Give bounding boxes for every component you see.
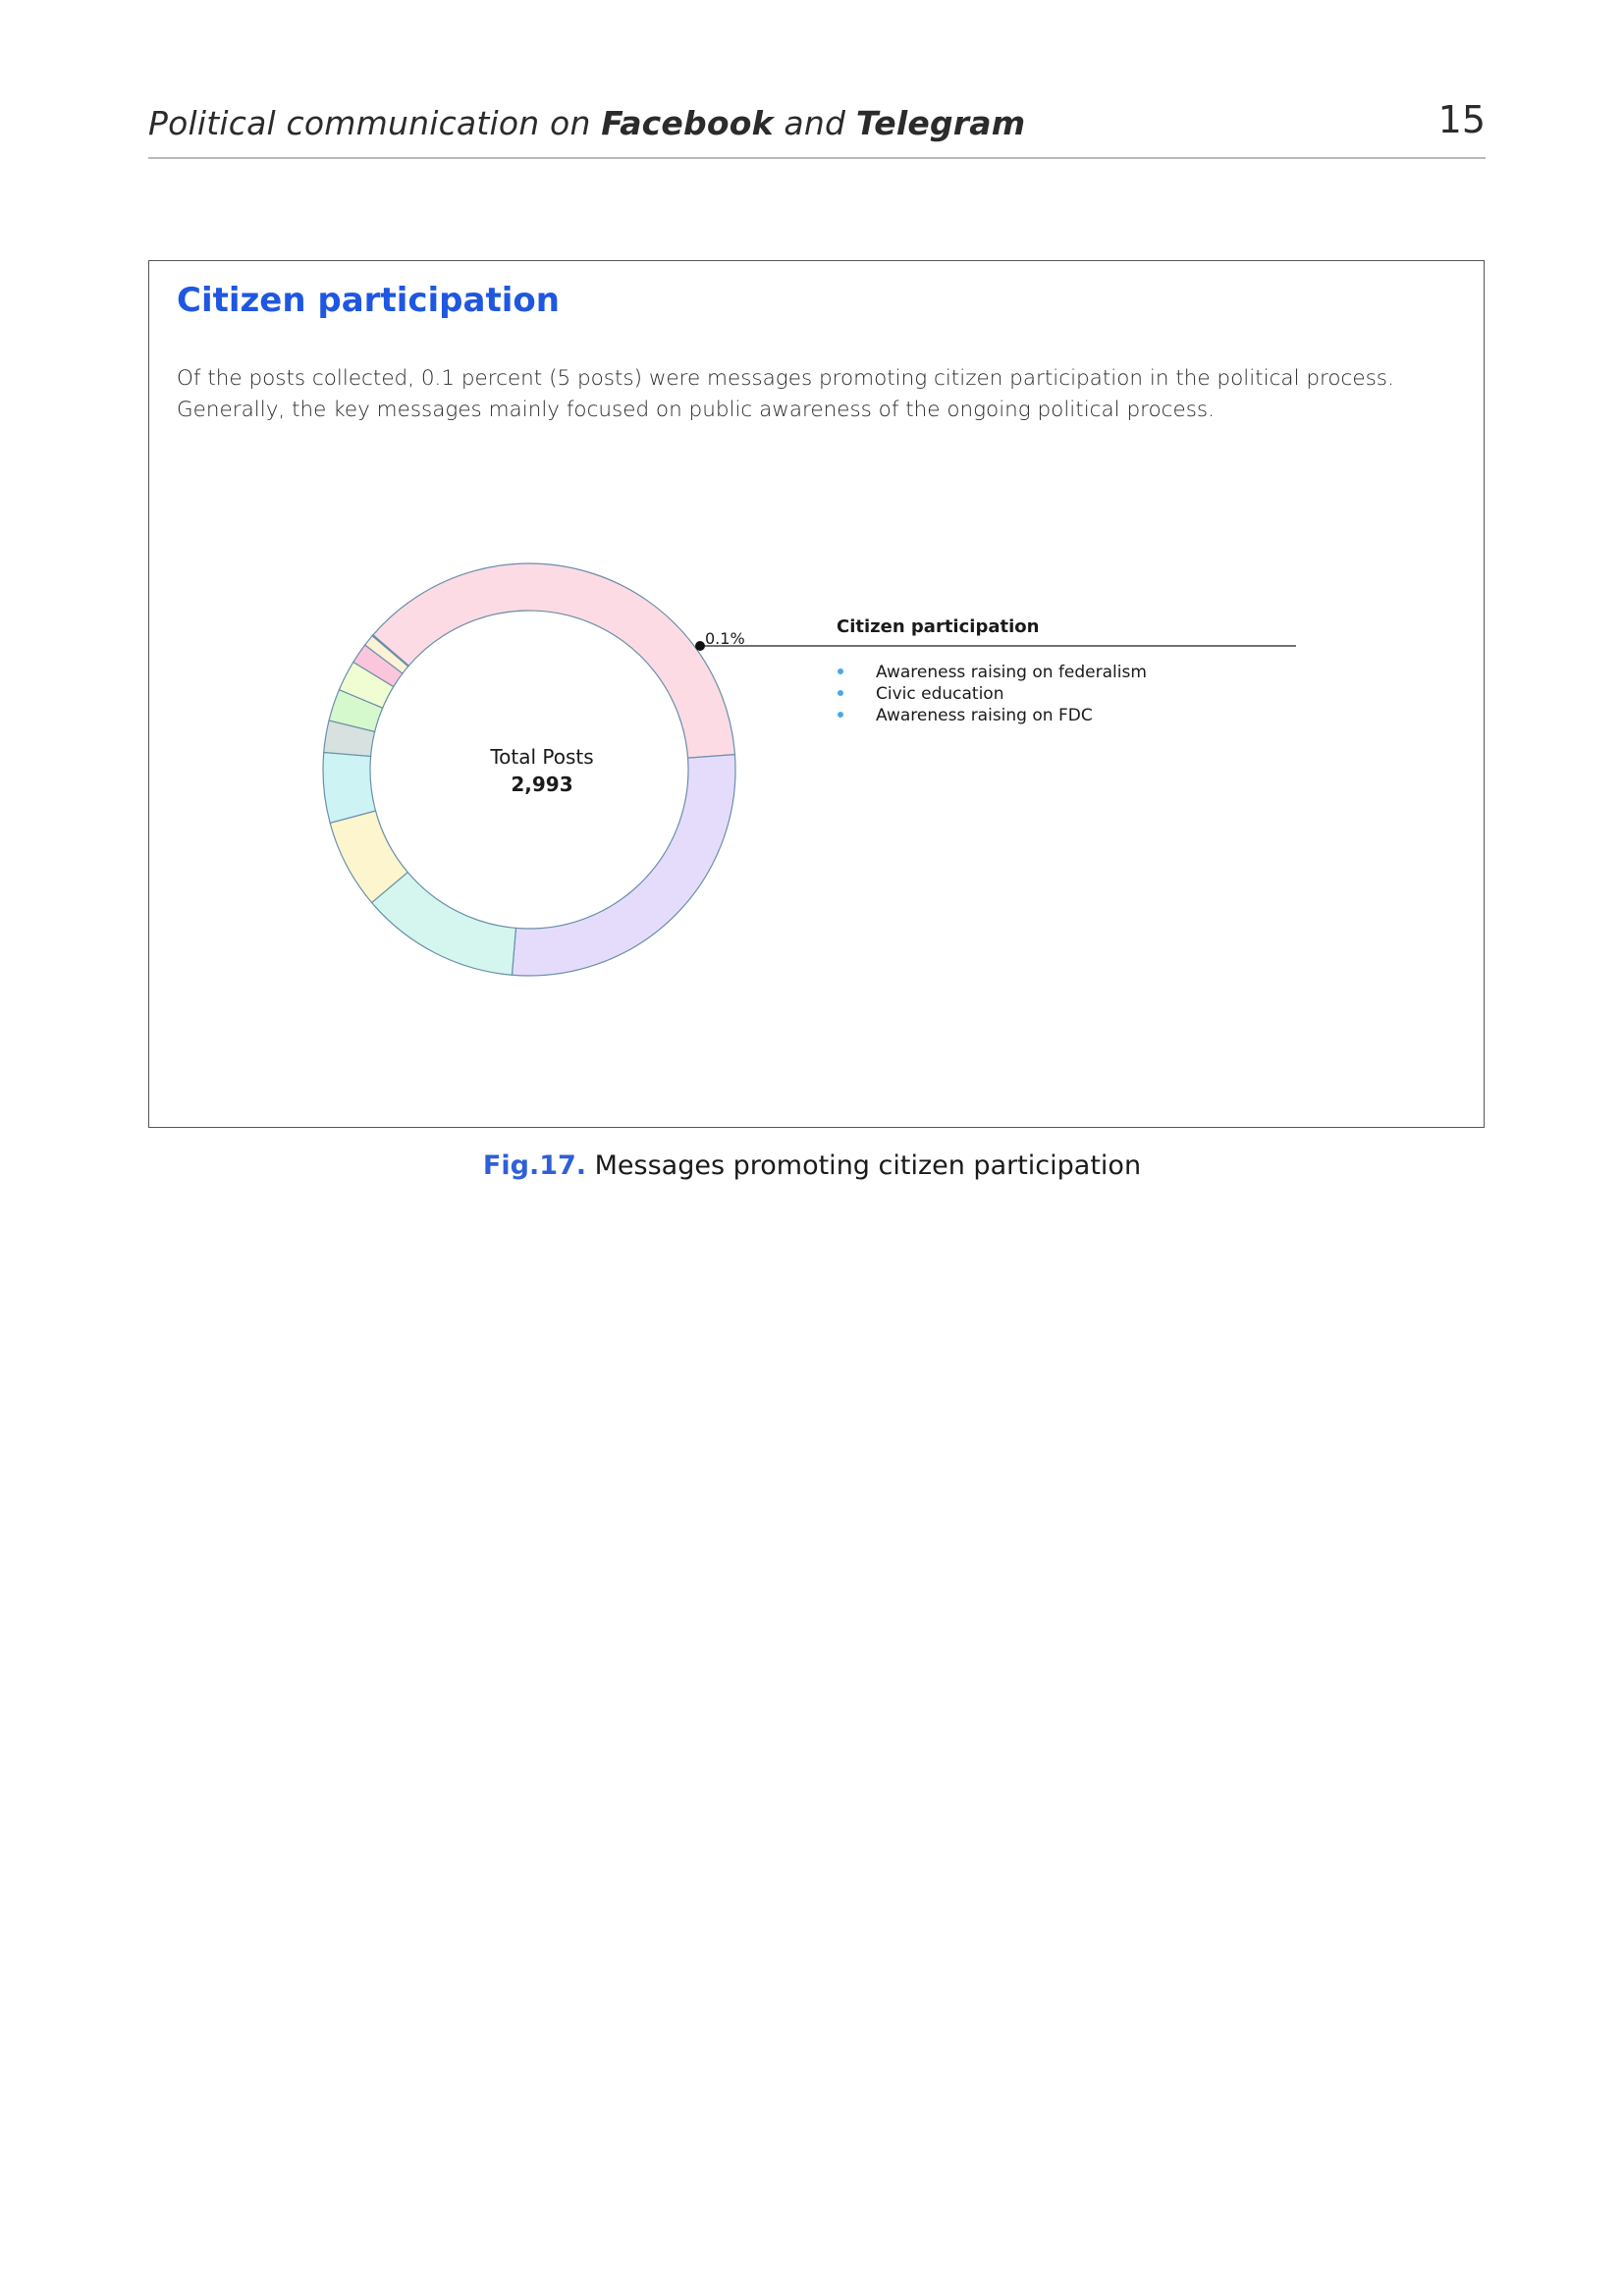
section-title: Citizen participation xyxy=(177,281,560,320)
figure-caption xyxy=(0,1150,1624,1181)
running-title xyxy=(148,104,1025,142)
callout-bullet-list xyxy=(838,663,1147,725)
center-value: 2,993 xyxy=(511,773,573,796)
donut-segment-3 xyxy=(372,873,516,976)
running-title-prefix: Political communication on xyxy=(148,104,602,142)
running-title-facebook: Facebook xyxy=(601,104,774,142)
bullet-dot-2 xyxy=(838,712,843,718)
figure-box xyxy=(148,260,1485,1128)
donut-segment-1 xyxy=(373,563,734,758)
bullet-item-2: Awareness raising on FDC xyxy=(876,706,1093,725)
donut-chart xyxy=(149,261,1483,1125)
bullet-item-1: Civic education xyxy=(876,684,1004,704)
bullet-item-0: Awareness raising on federalism xyxy=(876,663,1147,682)
callout-title: Citizen participation xyxy=(837,616,1040,637)
donut-segment-5 xyxy=(323,752,376,823)
bullet-dot-1 xyxy=(838,690,843,696)
figure-label: Fig.17. xyxy=(482,1150,587,1181)
donut-segments xyxy=(323,563,735,976)
figure-caption-text: Messages promoting citizen participation xyxy=(586,1150,1142,1181)
page-number: 15 xyxy=(1437,98,1486,141)
running-title-telegram: Telegram xyxy=(855,104,1026,142)
callout-dot xyxy=(695,641,705,651)
bullet-dot-0 xyxy=(838,668,843,674)
center-label: Total Posts xyxy=(490,745,594,769)
running-title-and: and xyxy=(773,104,856,142)
intro-paragraph: Of the posts collected, 0.1 percent (5 posts) were messages promoting citizen participation in the political process. Generally, the key messages mainly focused on public awareness of the ongoing political process. xyxy=(177,366,1394,422)
callout-percent: 0.1% xyxy=(705,629,745,648)
page-header xyxy=(148,94,1486,159)
